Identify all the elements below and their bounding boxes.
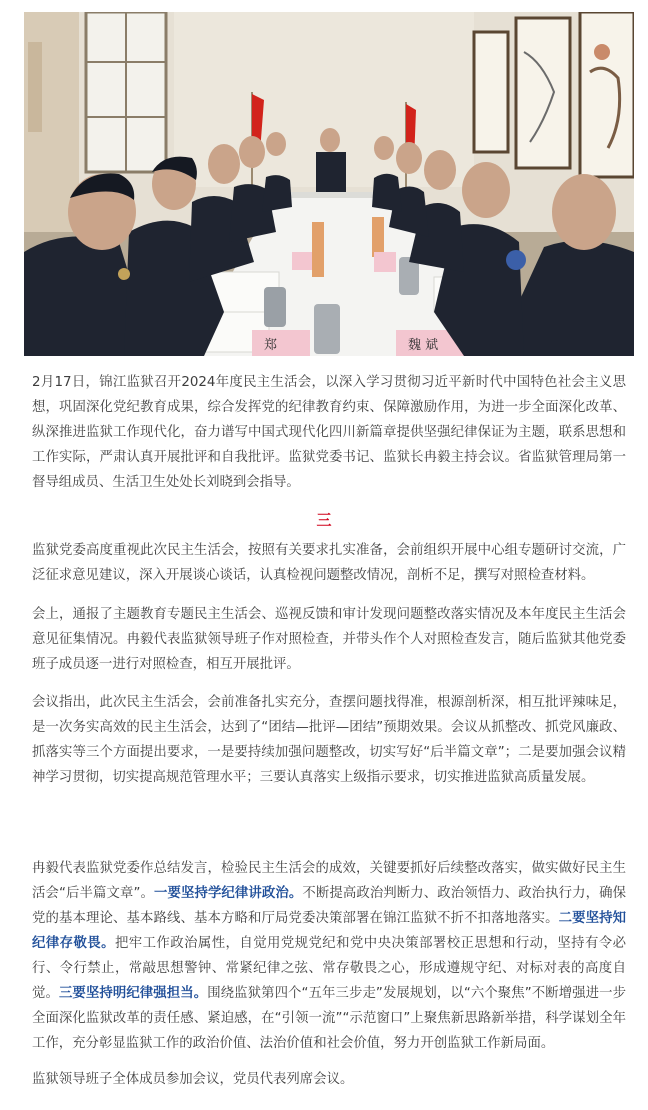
nameplate-right: 魏 斌 xyxy=(408,338,439,353)
photo-caption: 2月17日，锦江监狱召开2024年度民主生活会，以深入学习贯彻习近平新时代中国特色社会主义思想，巩固深化党纪教育成果，综合发挥党的纪律教育约束、保障激励作用，为进一步全面深化改革、纵深推进监狱工作现代化，奋力谱写中国式现代化四川新篇章提供坚强纪律保证为主题，联系思想和工作实际，严肃认真开展批评和自我批评。监狱党委书记、监狱长冉毅主持会议。省监狱管理局第一督导组成员、生活卫生处处长刘晓到会指导。 xyxy=(32,375,626,490)
requirement-two-highlight: 二要坚持知纪律存敬畏。 xyxy=(32,911,627,951)
requirement-two-text: 把牢工作政治属性，自觉用党规党纪和党中央决策部署校正思想和行动，坚持有令必行、令行禁止，常敲思想警钟、常紧纪律之弦、常存敬畏之心，形成遵规守纪、对标对表的高度自觉。 xyxy=(32,936,627,1001)
nameplate-left: 郑 xyxy=(264,338,278,353)
paragraph-concluding-speech xyxy=(32,856,626,1056)
section-mark: 三 xyxy=(316,511,332,529)
meeting-photo-drawing xyxy=(24,12,634,356)
requirement-three-highlight: 三要坚持明纪律强担当。 xyxy=(58,986,208,1001)
concluding-intro-text: 冉毅代表监狱党委作总结发言，检验民主生活会的成效，关键要抓好后续整改落实，做实做好民主生活会“后半篇文章”。 xyxy=(32,861,626,901)
paragraph-preparation: 监狱党委高度重视此次民主生活会，按照有关要求扎实准备，会前组织开展中心组专题研讨交流，广泛征求意见建议，深入开展谈心谈话，认真检视问题整改情况，剖析不足，撰写对照检查材料。 xyxy=(32,543,626,583)
requirement-one-text: 不断提高政治判断力、政治领悟力、政治执行力，确保党的基本理论、基本路线、基本方略和厅局党委决策部署在锦江监狱不折不扣落地落实。 xyxy=(32,886,627,926)
paragraph-meeting-summary: 会议指出，此次民主生活会，会前准备扎实充分，查摆问题找得准，根源剖析深，相互批评辣味足，是一次务实高效的民主生活会，达到了“团结—批评—团结”预期效果。会议从抓整改、抓党风廉政、抓落实等三个方面提出要求，一是要持续加强问题整改，切实写好“后半篇文章”；二是要加强会议精神学习贯彻，切实提高规范管理水平；三要认真落实上级指示要求，切实推进监狱高质量发展。 xyxy=(32,695,626,785)
requirement-three-text: 围绕监狱第四个“五年三步走”发展规划，以“六个聚焦”不断增强进一步全面深化监狱改革的责任感、紧迫感，在“引领一流”“示范窗口”上聚焦新思路新举措，科学谋划全年工作，充分彰显监狱工作的政治价值、法治价值和社会价值，努力开创监狱工作新局面。 xyxy=(32,986,627,1051)
paragraph-attendance: 监狱领导班子全体成员参加会议，党员代表列席会议。 xyxy=(32,1072,354,1087)
paragraph-meeting-process: 会上，通报了主题教育专题民主生活会、巡视反馈和审计发现问题整改落实情况及本年度民主生活会意见征集情况。冉毅代表监狱领导班子作对照检查，并带头作个人对照检查发言，随后监狱其他党委班子成员逐一进行对照检查，相互开展批评。 xyxy=(32,607,626,672)
meeting-photo xyxy=(24,12,634,356)
requirement-one-highlight: 一要坚持学纪律讲政治。 xyxy=(153,886,303,901)
